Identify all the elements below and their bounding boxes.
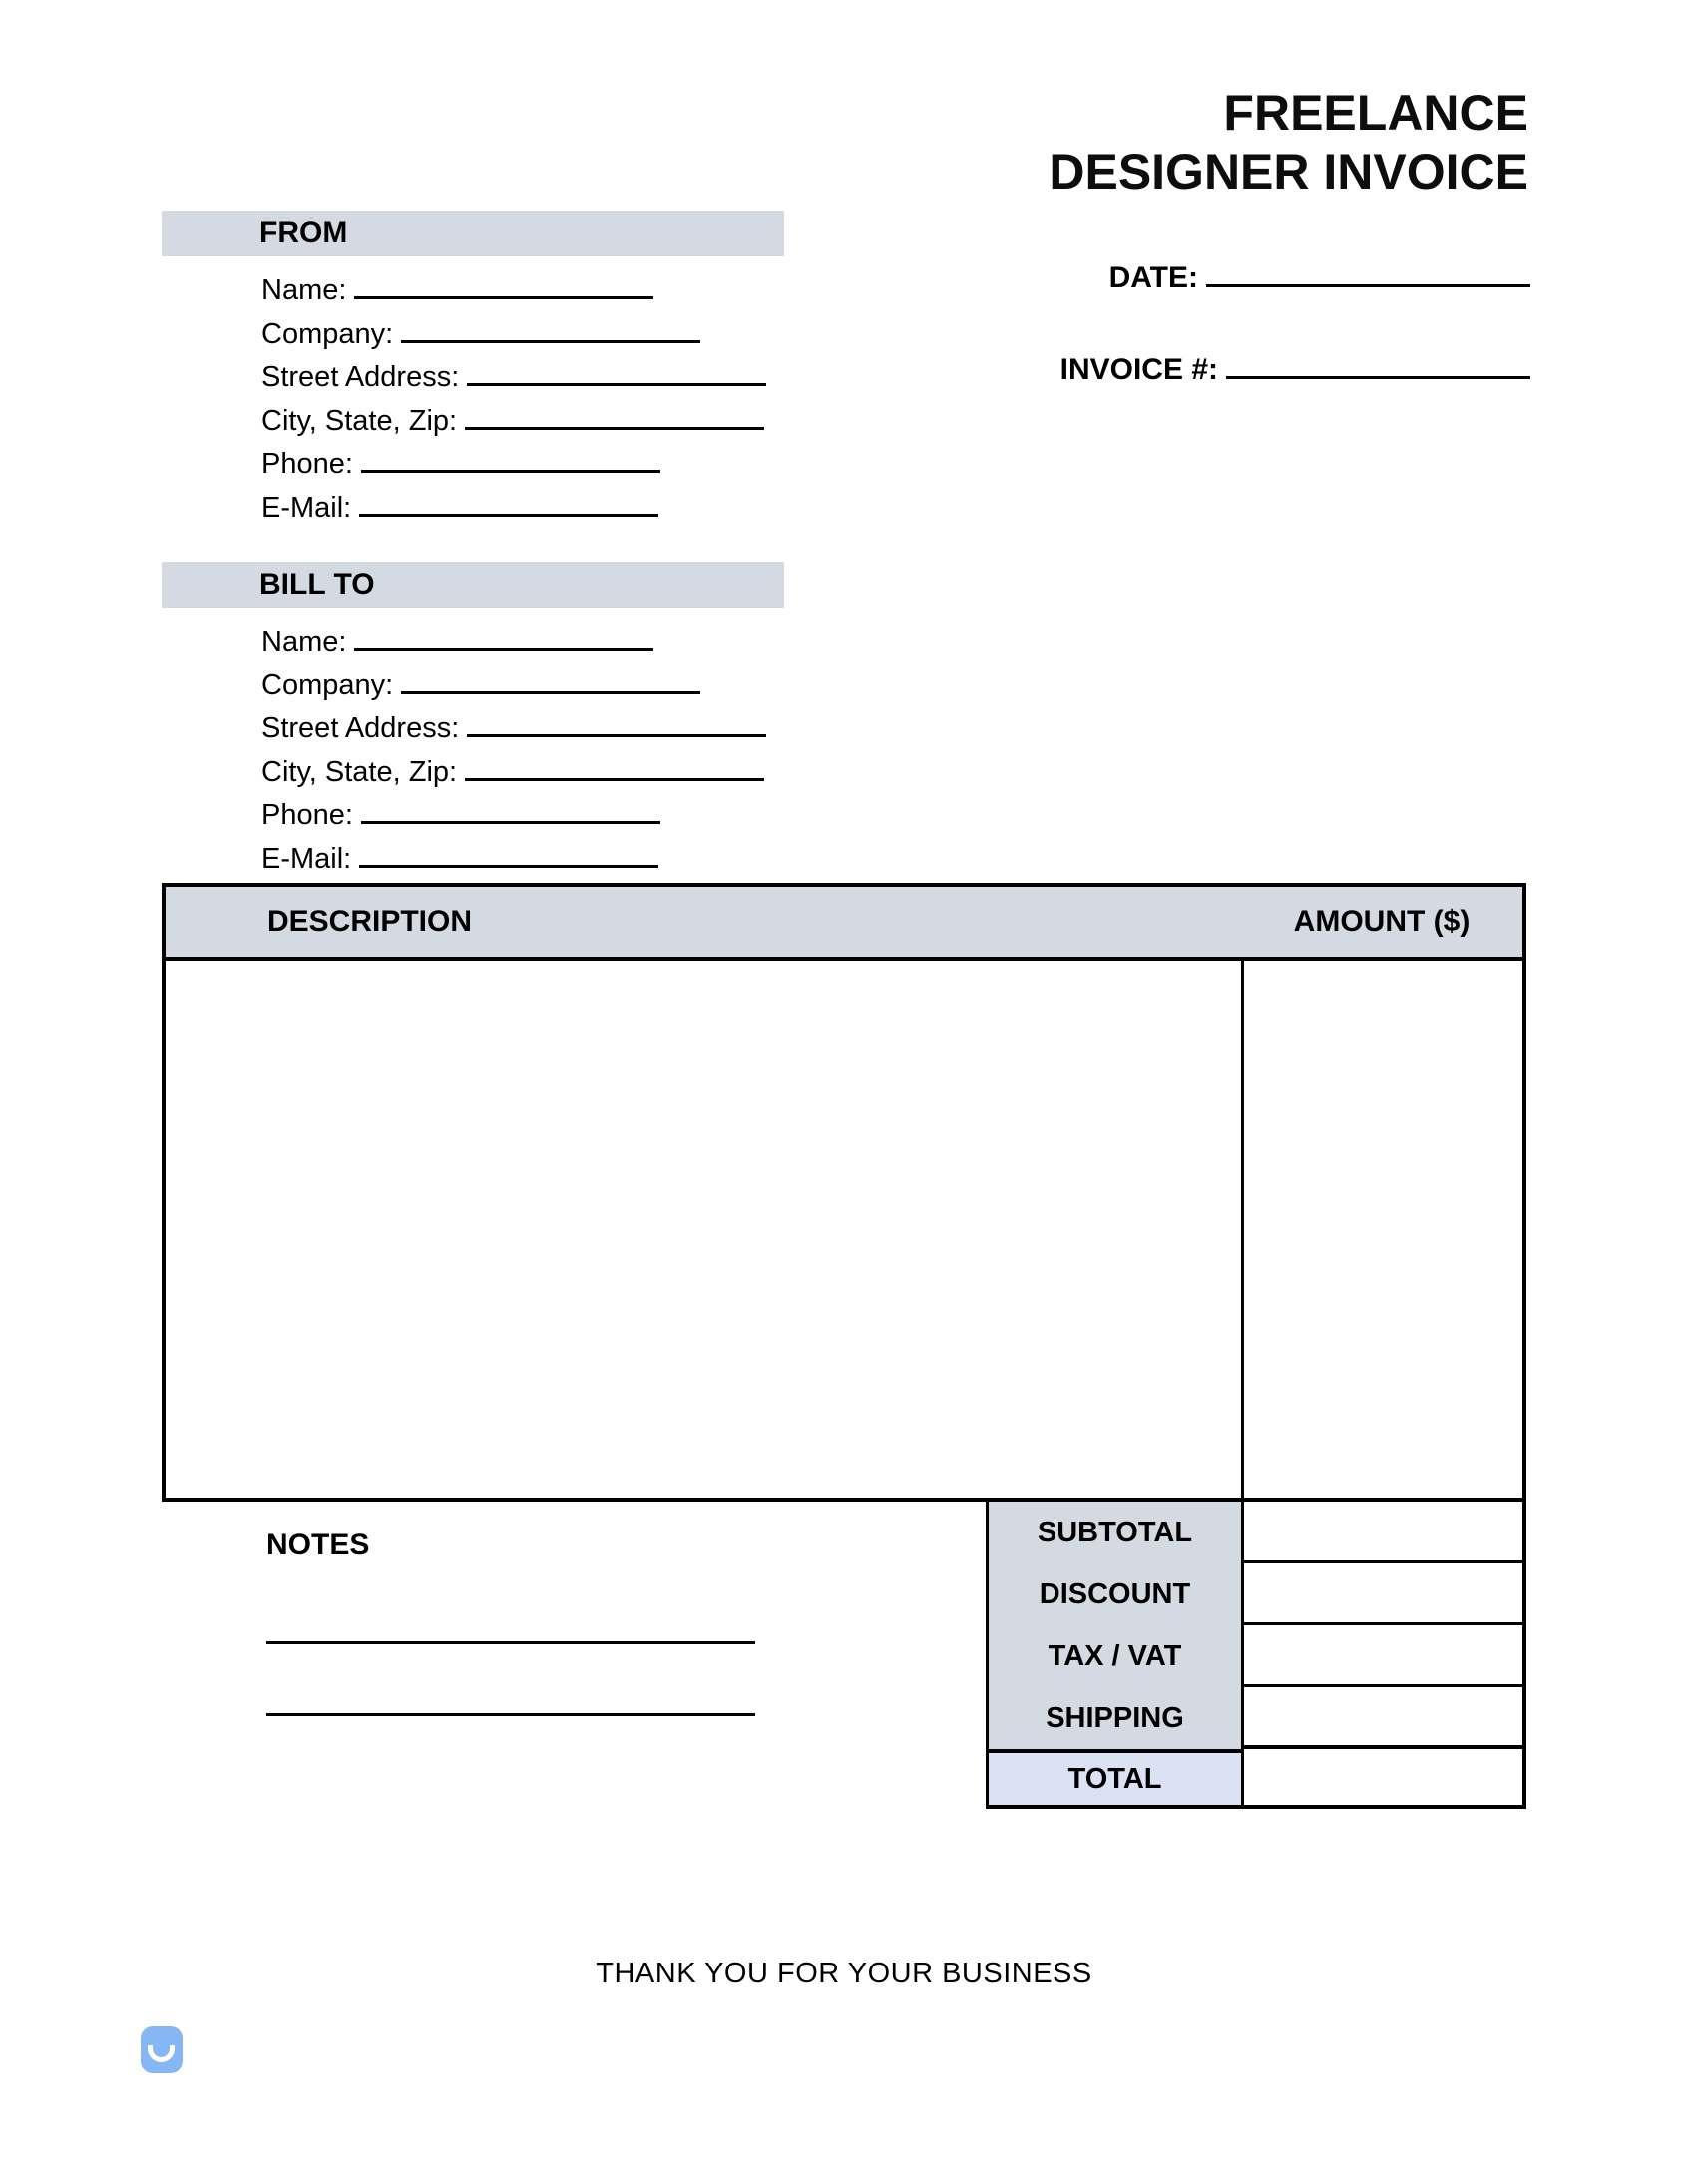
from-phone-blank-line bbox=[361, 470, 660, 473]
from-fields bbox=[261, 269, 766, 530]
from-street-label: Street Address: bbox=[261, 361, 460, 393]
smile-logo-icon bbox=[141, 2026, 183, 2073]
tax-vat-value-cell bbox=[1244, 1625, 1522, 1687]
bill-to-phone-label: Phone: bbox=[261, 799, 353, 831]
from-company-field bbox=[261, 313, 766, 357]
date-label: DATE: bbox=[1108, 261, 1198, 294]
tax-vat-label: TAX / VAT bbox=[989, 1625, 1241, 1687]
document-title-line2: DESIGNER INVOICE bbox=[1049, 144, 1528, 200]
from-name-blank-line bbox=[354, 296, 653, 299]
bill-to-city-label: City, State, Zip: bbox=[261, 755, 458, 788]
bill-to-city-field bbox=[261, 751, 766, 795]
thank-you-message: THANK YOU FOR YOUR BUSINESS bbox=[596, 1958, 1092, 1989]
from-phone-field bbox=[261, 443, 766, 487]
bill-to-name-field bbox=[261, 621, 766, 664]
description-column-header: DESCRIPTION bbox=[267, 905, 473, 938]
bill-to-phone-blank-line bbox=[361, 821, 660, 824]
invoice-number-blank-line bbox=[1226, 376, 1530, 379]
bill-to-name-label: Name: bbox=[261, 626, 347, 657]
from-company-blank-line bbox=[401, 340, 700, 343]
amount-cell bbox=[1241, 961, 1522, 1498]
amount-column-header: AMOUNT ($) bbox=[1293, 905, 1471, 938]
totals-labels bbox=[986, 1502, 1241, 1809]
total-label: TOTAL bbox=[989, 1749, 1241, 1805]
subtotal-label: SUBTOTAL bbox=[989, 1502, 1241, 1563]
from-city-blank-line bbox=[465, 427, 764, 430]
from-section-header-label: FROM bbox=[259, 217, 348, 249]
from-name-field bbox=[261, 269, 766, 313]
from-street-blank-line bbox=[467, 383, 766, 386]
document-title-line1: FREELANCE bbox=[1223, 85, 1528, 141]
discount-value-cell bbox=[1244, 1563, 1522, 1625]
total-value-cell bbox=[1244, 1749, 1522, 1805]
invoice-number-label: INVOICE #: bbox=[1059, 353, 1218, 386]
items-table-header bbox=[166, 887, 1522, 961]
bill-to-fields bbox=[261, 621, 766, 881]
notes-header: NOTES bbox=[266, 1529, 370, 1561]
items-table bbox=[162, 883, 1526, 1502]
from-phone-label: Phone: bbox=[261, 448, 353, 480]
notes-blank-line-1 bbox=[266, 1641, 755, 1644]
from-email-field bbox=[261, 487, 766, 531]
bill-to-section-header bbox=[162, 562, 784, 608]
bill-to-city-blank-line bbox=[465, 778, 764, 781]
document-title bbox=[1049, 84, 1528, 202]
bill-to-company-field bbox=[261, 664, 766, 708]
discount-label: DISCOUNT bbox=[989, 1563, 1241, 1625]
from-name-label: Name: bbox=[261, 274, 347, 306]
notes-blank-line-2 bbox=[266, 1713, 755, 1716]
totals-amounts bbox=[1241, 1502, 1526, 1809]
date-blank-line bbox=[1206, 284, 1530, 287]
description-cell bbox=[166, 961, 1241, 1498]
from-city-label: City, State, Zip: bbox=[261, 404, 458, 437]
bill-to-street-label: Street Address: bbox=[261, 712, 460, 744]
bill-to-email-field bbox=[261, 838, 766, 882]
bill-to-phone-field bbox=[261, 794, 766, 838]
from-section-header bbox=[162, 211, 784, 256]
bill-to-street-blank-line bbox=[467, 734, 766, 737]
from-company-label: Company: bbox=[261, 317, 394, 350]
items-table-body bbox=[166, 961, 1522, 1498]
subtotal-value-cell bbox=[1244, 1502, 1522, 1563]
bill-to-company-label: Company: bbox=[261, 668, 394, 701]
shipping-label: SHIPPING bbox=[989, 1687, 1241, 1749]
from-street-field bbox=[261, 356, 766, 400]
bill-to-email-label: E-Mail: bbox=[261, 842, 352, 875]
bill-to-name-blank-line bbox=[354, 648, 653, 651]
bill-to-company-blank-line bbox=[401, 691, 700, 694]
invoice-number-field bbox=[1060, 353, 1530, 387]
from-city-field bbox=[261, 400, 766, 444]
smile-logo-curve bbox=[148, 2045, 175, 2062]
from-email-label: E-Mail: bbox=[261, 491, 352, 524]
date-field bbox=[1109, 261, 1530, 295]
from-email-blank-line bbox=[359, 514, 658, 517]
bill-to-email-blank-line bbox=[359, 865, 658, 868]
shipping-value-cell bbox=[1244, 1687, 1522, 1749]
bill-to-street-field bbox=[261, 707, 766, 751]
bill-to-section-header-label: BILL TO bbox=[259, 568, 375, 601]
